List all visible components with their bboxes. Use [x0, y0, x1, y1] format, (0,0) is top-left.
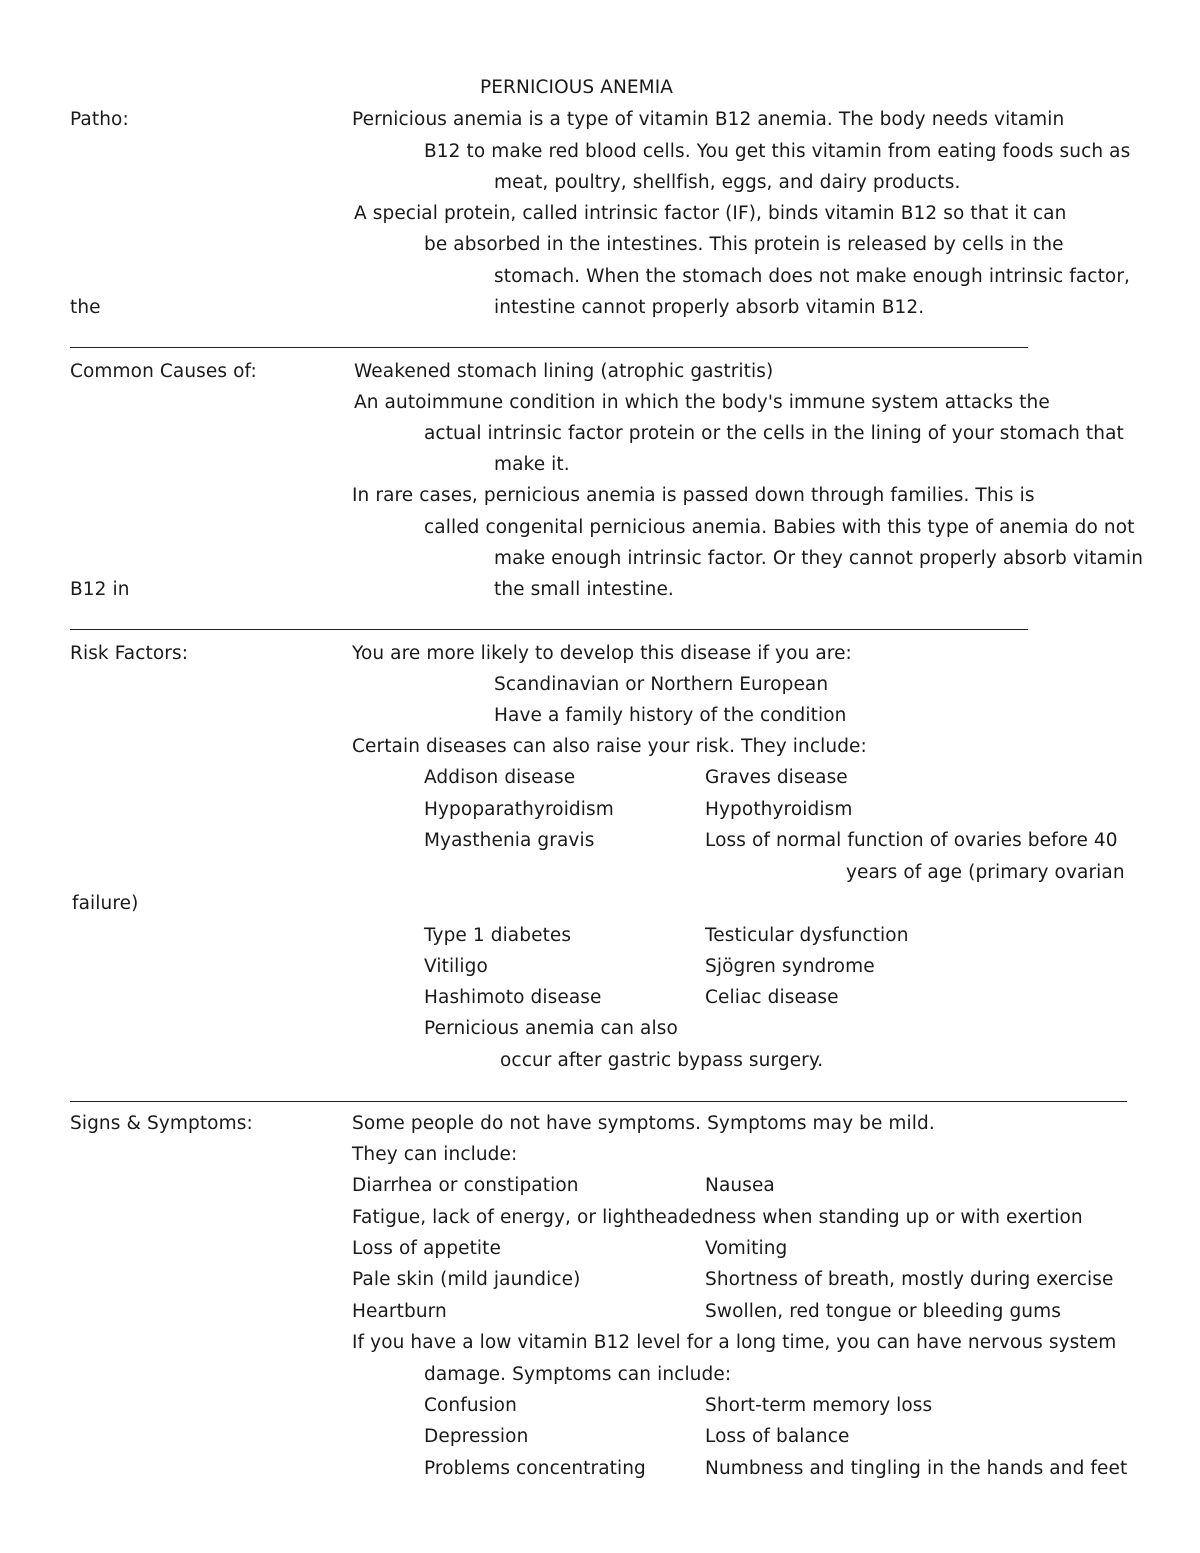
symptom-item: Swollen, red tongue or bleeding gums — [705, 1301, 1061, 1322]
risk-disease-item-cont: years of age (primary ovarian — [846, 862, 1125, 883]
causes-label: Common Causes of: — [70, 361, 257, 382]
section-divider — [70, 629, 1028, 630]
patho-line: be absorbed in the intestines. This protein is released by cells in the — [424, 234, 1064, 255]
risk-disease-item: Vitiligo — [424, 956, 488, 977]
symptom-item: Loss of appetite — [352, 1238, 502, 1259]
risk-disease-item: Hypothyroidism — [705, 799, 853, 820]
risk-disease-item: Type 1 diabetes — [424, 925, 572, 946]
signs-line: They can include: — [352, 1144, 518, 1165]
risk-label: Risk Factors: — [70, 643, 189, 664]
symptom-item: Vomiting — [705, 1238, 788, 1259]
symptom-item: Diarrhea or constipation — [352, 1175, 579, 1196]
patho-wrap-text: the — [70, 297, 101, 318]
causes-line: In rare cases, pernicious anemia is passed down through families. This is — [352, 485, 1035, 506]
risk-wrap-text: failure) — [72, 893, 139, 914]
patho-label: Patho: — [70, 109, 129, 130]
signs-label: Signs & Symptoms: — [70, 1113, 253, 1134]
risk-disease-item: Myasthenia gravis — [424, 830, 595, 851]
nervous-symptom-item: Depression — [424, 1426, 529, 1447]
risk-gastric-line: occur after gastric bypass surgery. — [500, 1050, 824, 1071]
document-title: PERNICIOUS ANEMIA — [480, 77, 674, 98]
risk-disease-item: Loss of normal function of ovaries before 40 — [705, 830, 1118, 851]
causes-line: called congenital pernicious anemia. Babies with this type of anemia do not — [424, 517, 1135, 538]
section-divider — [70, 347, 1028, 348]
risk-diseases-intro: Certain diseases can also raise your risk. They include: — [352, 736, 867, 757]
patho-line: A special protein, called intrinsic factor (IF), binds vitamin B12 so that it can — [354, 203, 1067, 224]
symptom-item: Pale skin (mild jaundice) — [352, 1269, 581, 1290]
causes-line: actual intrinsic factor protein or the cells in the lining of your stomach that — [424, 423, 1124, 444]
causes-line: Weakened stomach lining (atrophic gastritis) — [354, 361, 774, 382]
causes-line: make it. — [494, 454, 570, 475]
risk-disease-item: Celiac disease — [705, 987, 839, 1008]
signs-nervous-line: If you have a low vitamin B12 level for a long time, you can have nervous system — [352, 1332, 1117, 1353]
nervous-symptom-item: Loss of balance — [705, 1426, 850, 1447]
signs-line: Some people do not have symptoms. Symptoms may be mild. — [352, 1113, 935, 1134]
patho-line: stomach. When the stomach does not make enough intrinsic factor, — [494, 266, 1131, 287]
patho-line: B12 to make red blood cells. You get this vitamin from eating foods such as — [424, 141, 1131, 162]
nervous-symptom-item: Numbness and tingling in the hands and feet — [705, 1458, 1128, 1479]
nervous-symptom-item: Short-term memory loss — [705, 1395, 933, 1416]
risk-disease-item: Graves disease — [705, 767, 848, 788]
symptom-item: Shortness of breath, mostly during exercise — [705, 1269, 1114, 1290]
causes-line: make enough intrinsic factor. Or they cannot properly absorb vitamin — [494, 548, 1144, 569]
risk-disease-item: Testicular dysfunction — [705, 925, 909, 946]
risk-intro: You are more likely to develop this disease if you are: — [352, 643, 852, 664]
causes-line: An autoimmune condition in which the body's immune system attacks the — [354, 392, 1050, 413]
symptom-item: Heartburn — [352, 1301, 447, 1322]
risk-disease-item: Hypoparathyroidism — [424, 799, 614, 820]
risk-gastric-line: Pernicious anemia can also — [424, 1018, 678, 1039]
risk-disease-item: Hashimoto disease — [424, 987, 602, 1008]
patho-line: meat, poultry, shellfish, eggs, and dairy products. — [494, 172, 961, 193]
risk-disease-item: Addison disease — [424, 767, 576, 788]
section-divider — [70, 1101, 1127, 1102]
causes-wrap-text: B12 in — [70, 579, 130, 600]
patho-line: Pernicious anemia is a type of vitamin B12 anemia. The body needs vitamin — [352, 109, 1065, 130]
symptom-item: Fatigue, lack of energy, or lightheadedness when standing up or with exertion — [352, 1207, 1083, 1228]
nervous-symptom-item: Problems concentrating — [424, 1458, 646, 1479]
risk-disease-item: Sjögren syndrome — [705, 956, 875, 977]
risk-likely-item: Have a family history of the condition — [494, 705, 847, 726]
causes-line: the small intestine. — [494, 579, 674, 600]
nervous-symptom-item: Confusion — [424, 1395, 517, 1416]
symptom-item: Nausea — [705, 1175, 775, 1196]
patho-line: intestine cannot properly absorb vitamin B12. — [494, 297, 925, 318]
risk-likely-item: Scandinavian or Northern European — [494, 674, 829, 695]
signs-nervous-line: damage. Symptoms can include: — [424, 1364, 732, 1385]
